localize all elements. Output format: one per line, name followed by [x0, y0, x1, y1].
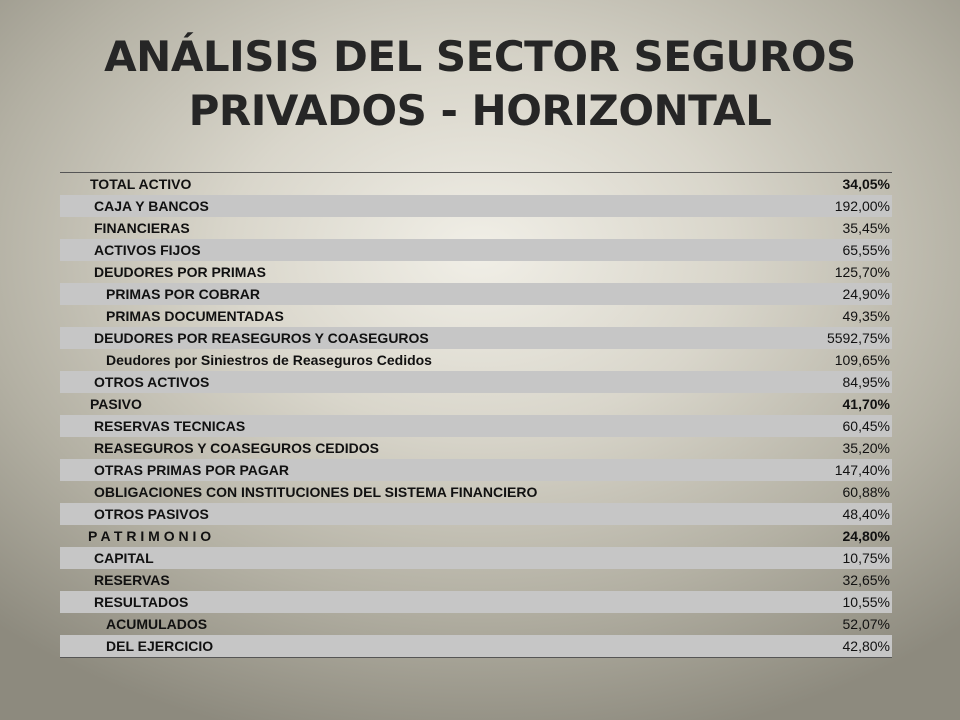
table-row [60, 437, 892, 459]
row-label: CAJA Y BANCOS [60, 195, 740, 217]
table-row [60, 503, 892, 525]
table-row [60, 635, 892, 658]
row-label: DEUDORES POR PRIMAS [94, 264, 266, 280]
row-label: P A T R I M O N I O [88, 528, 212, 544]
table-row [60, 327, 892, 349]
row-value: 65,55% [740, 239, 892, 261]
table-row [60, 547, 892, 569]
row-value: 35,45% [842, 220, 890, 236]
row-value: 147,40% [740, 459, 892, 481]
row-value: 84,95% [740, 371, 892, 393]
row-label: OBLIGACIONES CON INSTITUCIONES DEL SISTEMA FINANCIERO [94, 484, 538, 500]
table-row [60, 481, 892, 503]
table-row [60, 173, 892, 196]
row-value: 125,70% [834, 264, 890, 280]
row-value: 42,80% [740, 635, 892, 658]
table-row [60, 305, 892, 327]
row-value: 10,55% [740, 591, 892, 613]
row-value: 35,20% [842, 440, 890, 456]
table-row [60, 195, 892, 217]
row-value: 192,00% [740, 195, 892, 217]
table-row [60, 591, 892, 613]
row-label: PRIMAS DOCUMENTADAS [106, 308, 284, 324]
row-value: 24,90% [740, 283, 892, 305]
table-row [60, 525, 892, 547]
row-value: 10,75% [740, 547, 892, 569]
row-label: Deudores por Siniestros de Reaseguros Cedidos [106, 352, 432, 368]
row-label: ACUMULADOS [106, 616, 208, 632]
row-label: DEUDORES POR REASEGUROS Y COASEGUROS [60, 327, 740, 349]
table-row [60, 239, 892, 261]
financial-analysis-table [60, 172, 892, 658]
row-label: PRIMAS POR COBRAR [60, 283, 740, 305]
table-row [60, 261, 892, 283]
row-value: 109,65% [834, 352, 890, 368]
table-row [60, 459, 892, 481]
row-value: 48,40% [740, 503, 892, 525]
row-value: 60,45% [740, 415, 892, 437]
row-label: TOTAL ACTIVO [90, 176, 192, 192]
slide-title-line-1: ANÁLISIS DEL SECTOR SEGUROS [104, 32, 856, 81]
row-label: OTROS PASIVOS [60, 503, 740, 525]
row-value: 34,05% [842, 176, 890, 192]
table-row [60, 393, 892, 415]
row-value: 5592,75% [740, 327, 892, 349]
table-row [60, 283, 892, 305]
row-label: CAPITAL [60, 547, 740, 569]
table-row [60, 217, 892, 239]
row-label: PASIVO [90, 396, 142, 412]
slide-title-line-2: PRIVADOS - HORIZONTAL [188, 86, 772, 135]
row-label: REASEGUROS Y COASEGUROS CEDIDOS [94, 440, 379, 456]
row-label: RESERVAS [94, 572, 170, 588]
row-label: RESULTADOS [60, 591, 740, 613]
table-row [60, 349, 892, 371]
row-label: RESERVAS TECNICAS [60, 415, 740, 437]
slide-title [0, 30, 960, 138]
row-value: 49,35% [842, 308, 890, 324]
row-value: 60,88% [842, 484, 890, 500]
row-label: OTRAS PRIMAS POR PAGAR [60, 459, 740, 481]
row-value: 24,80% [842, 528, 890, 544]
row-label: OTROS ACTIVOS [60, 371, 740, 393]
row-value: 52,07% [842, 616, 890, 632]
row-value: 41,70% [842, 396, 890, 412]
row-label: FINANCIERAS [94, 220, 190, 236]
table-row [60, 371, 892, 393]
table-row [60, 613, 892, 635]
table-row [60, 415, 892, 437]
row-label: DEL EJERCICIO [60, 635, 740, 658]
table-row [60, 569, 892, 591]
row-value: 32,65% [842, 572, 890, 588]
row-label: ACTIVOS FIJOS [60, 239, 740, 261]
